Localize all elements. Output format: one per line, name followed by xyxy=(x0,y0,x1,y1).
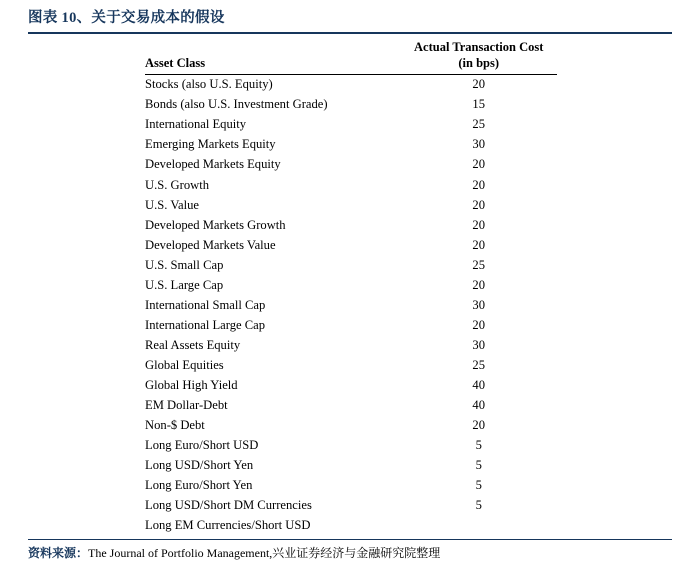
cost-cell: 20 xyxy=(472,217,486,232)
cost-cell: 20 xyxy=(472,77,486,92)
asset-class-cell: Developed Markets Value xyxy=(145,237,276,252)
asset-class-cell: Global Equities xyxy=(145,357,224,372)
table-body xyxy=(145,75,557,536)
table-row xyxy=(145,456,557,476)
asset-class-cell: Long USD/Short DM Currencies xyxy=(145,498,312,512)
asset-class-cell: Bonds (also U.S. Investment Grade) xyxy=(145,97,328,112)
asset-class-cell: Long Euro/Short USD xyxy=(145,437,259,452)
cost-cell: 20 xyxy=(472,317,486,332)
footer-divider xyxy=(28,539,672,540)
table-row xyxy=(145,316,557,336)
cost-header-line2: (in bps) xyxy=(458,55,500,70)
figure-title: 图表 10、关于交易成本的假设 xyxy=(28,10,225,26)
cost-cell: 5 xyxy=(475,498,482,512)
cost-cell: 5 xyxy=(475,457,482,472)
table-row xyxy=(145,155,557,175)
table-row xyxy=(145,356,557,376)
table-row xyxy=(145,195,557,215)
cost-cell: 5 xyxy=(475,437,482,452)
cost-header-line1: Actual Transaction Cost xyxy=(414,40,544,54)
table-row xyxy=(145,376,557,396)
cost-cell: 30 xyxy=(472,137,486,152)
source-text: The Journal of Portfolio Management,兴业证券经济与金融研究院整理 xyxy=(88,546,441,561)
cost-cell: 30 xyxy=(472,337,486,352)
table-row xyxy=(145,416,557,436)
cost-cell: 30 xyxy=(472,297,486,312)
table-row xyxy=(145,175,557,195)
cost-cell: 25 xyxy=(472,117,486,132)
asset-class-cell: U.S. Small Cap xyxy=(145,257,224,272)
cost-cell: 20 xyxy=(472,197,486,212)
cost-cell: 20 xyxy=(472,237,486,252)
cost-cell: 25 xyxy=(472,257,486,272)
cost-cell xyxy=(400,516,557,536)
table-row xyxy=(145,396,557,416)
asset-class-cell: U.S. Value xyxy=(145,197,199,212)
transaction-cost-table xyxy=(145,38,557,536)
table-row xyxy=(145,256,557,276)
table-row xyxy=(145,436,557,456)
table-row xyxy=(145,215,557,235)
asset-class-cell: U.S. Growth xyxy=(145,177,210,192)
title-divider xyxy=(28,32,672,34)
asset-class-cell: Developed Markets Growth xyxy=(145,217,286,232)
table-row xyxy=(145,336,557,356)
table-row xyxy=(145,95,557,115)
asset-class-cell: Real Assets Equity xyxy=(145,337,241,352)
cost-cell: 20 xyxy=(472,417,486,432)
cost-cell: 40 xyxy=(472,397,486,412)
cost-cell: 25 xyxy=(472,357,486,372)
cost-cell: 20 xyxy=(472,157,486,172)
cost-cell: 20 xyxy=(472,177,486,192)
table-row xyxy=(145,476,557,496)
asset-class-cell: International Large Cap xyxy=(145,317,266,332)
cost-cell: 20 xyxy=(472,277,486,292)
table-container xyxy=(145,38,557,536)
table-row xyxy=(145,115,557,135)
asset-class-cell: Developed Markets Equity xyxy=(145,157,281,172)
table-row xyxy=(145,135,557,155)
asset-class-cell: Long Euro/Short Yen xyxy=(145,477,253,492)
table-row xyxy=(145,296,557,316)
asset-class-cell: U.S. Large Cap xyxy=(145,277,224,292)
cost-cell: 15 xyxy=(472,97,486,112)
source-label: 资料来源： xyxy=(28,546,89,561)
asset-class-cell: Global High Yield xyxy=(145,377,238,392)
asset-class-cell: Emerging Markets Equity xyxy=(145,137,276,152)
source-line xyxy=(28,545,672,561)
table-row xyxy=(145,236,557,256)
asset-class-cell: Stocks (also U.S. Equity) xyxy=(145,77,273,92)
asset-class-cell: International Small Cap xyxy=(145,297,266,312)
asset-class-cell: EM Dollar-Debt xyxy=(145,397,228,412)
asset-class-cell: International Equity xyxy=(145,117,247,132)
table-row xyxy=(145,75,557,96)
asset-class-cell: Non-$ Debt xyxy=(145,417,205,432)
table-header-row xyxy=(145,38,557,75)
cost-cell: 5 xyxy=(475,477,482,492)
cost-cell: 40 xyxy=(472,377,486,392)
table-row xyxy=(145,276,557,296)
asset-class-cell: Long USD/Short Yen xyxy=(145,457,254,472)
asset-class-cell: Long EM Currencies/Short USD xyxy=(145,518,311,533)
table-row xyxy=(145,496,557,516)
transaction-cost-header xyxy=(400,38,557,75)
asset-class-header: Asset Class xyxy=(145,38,400,75)
table-row xyxy=(145,516,557,536)
